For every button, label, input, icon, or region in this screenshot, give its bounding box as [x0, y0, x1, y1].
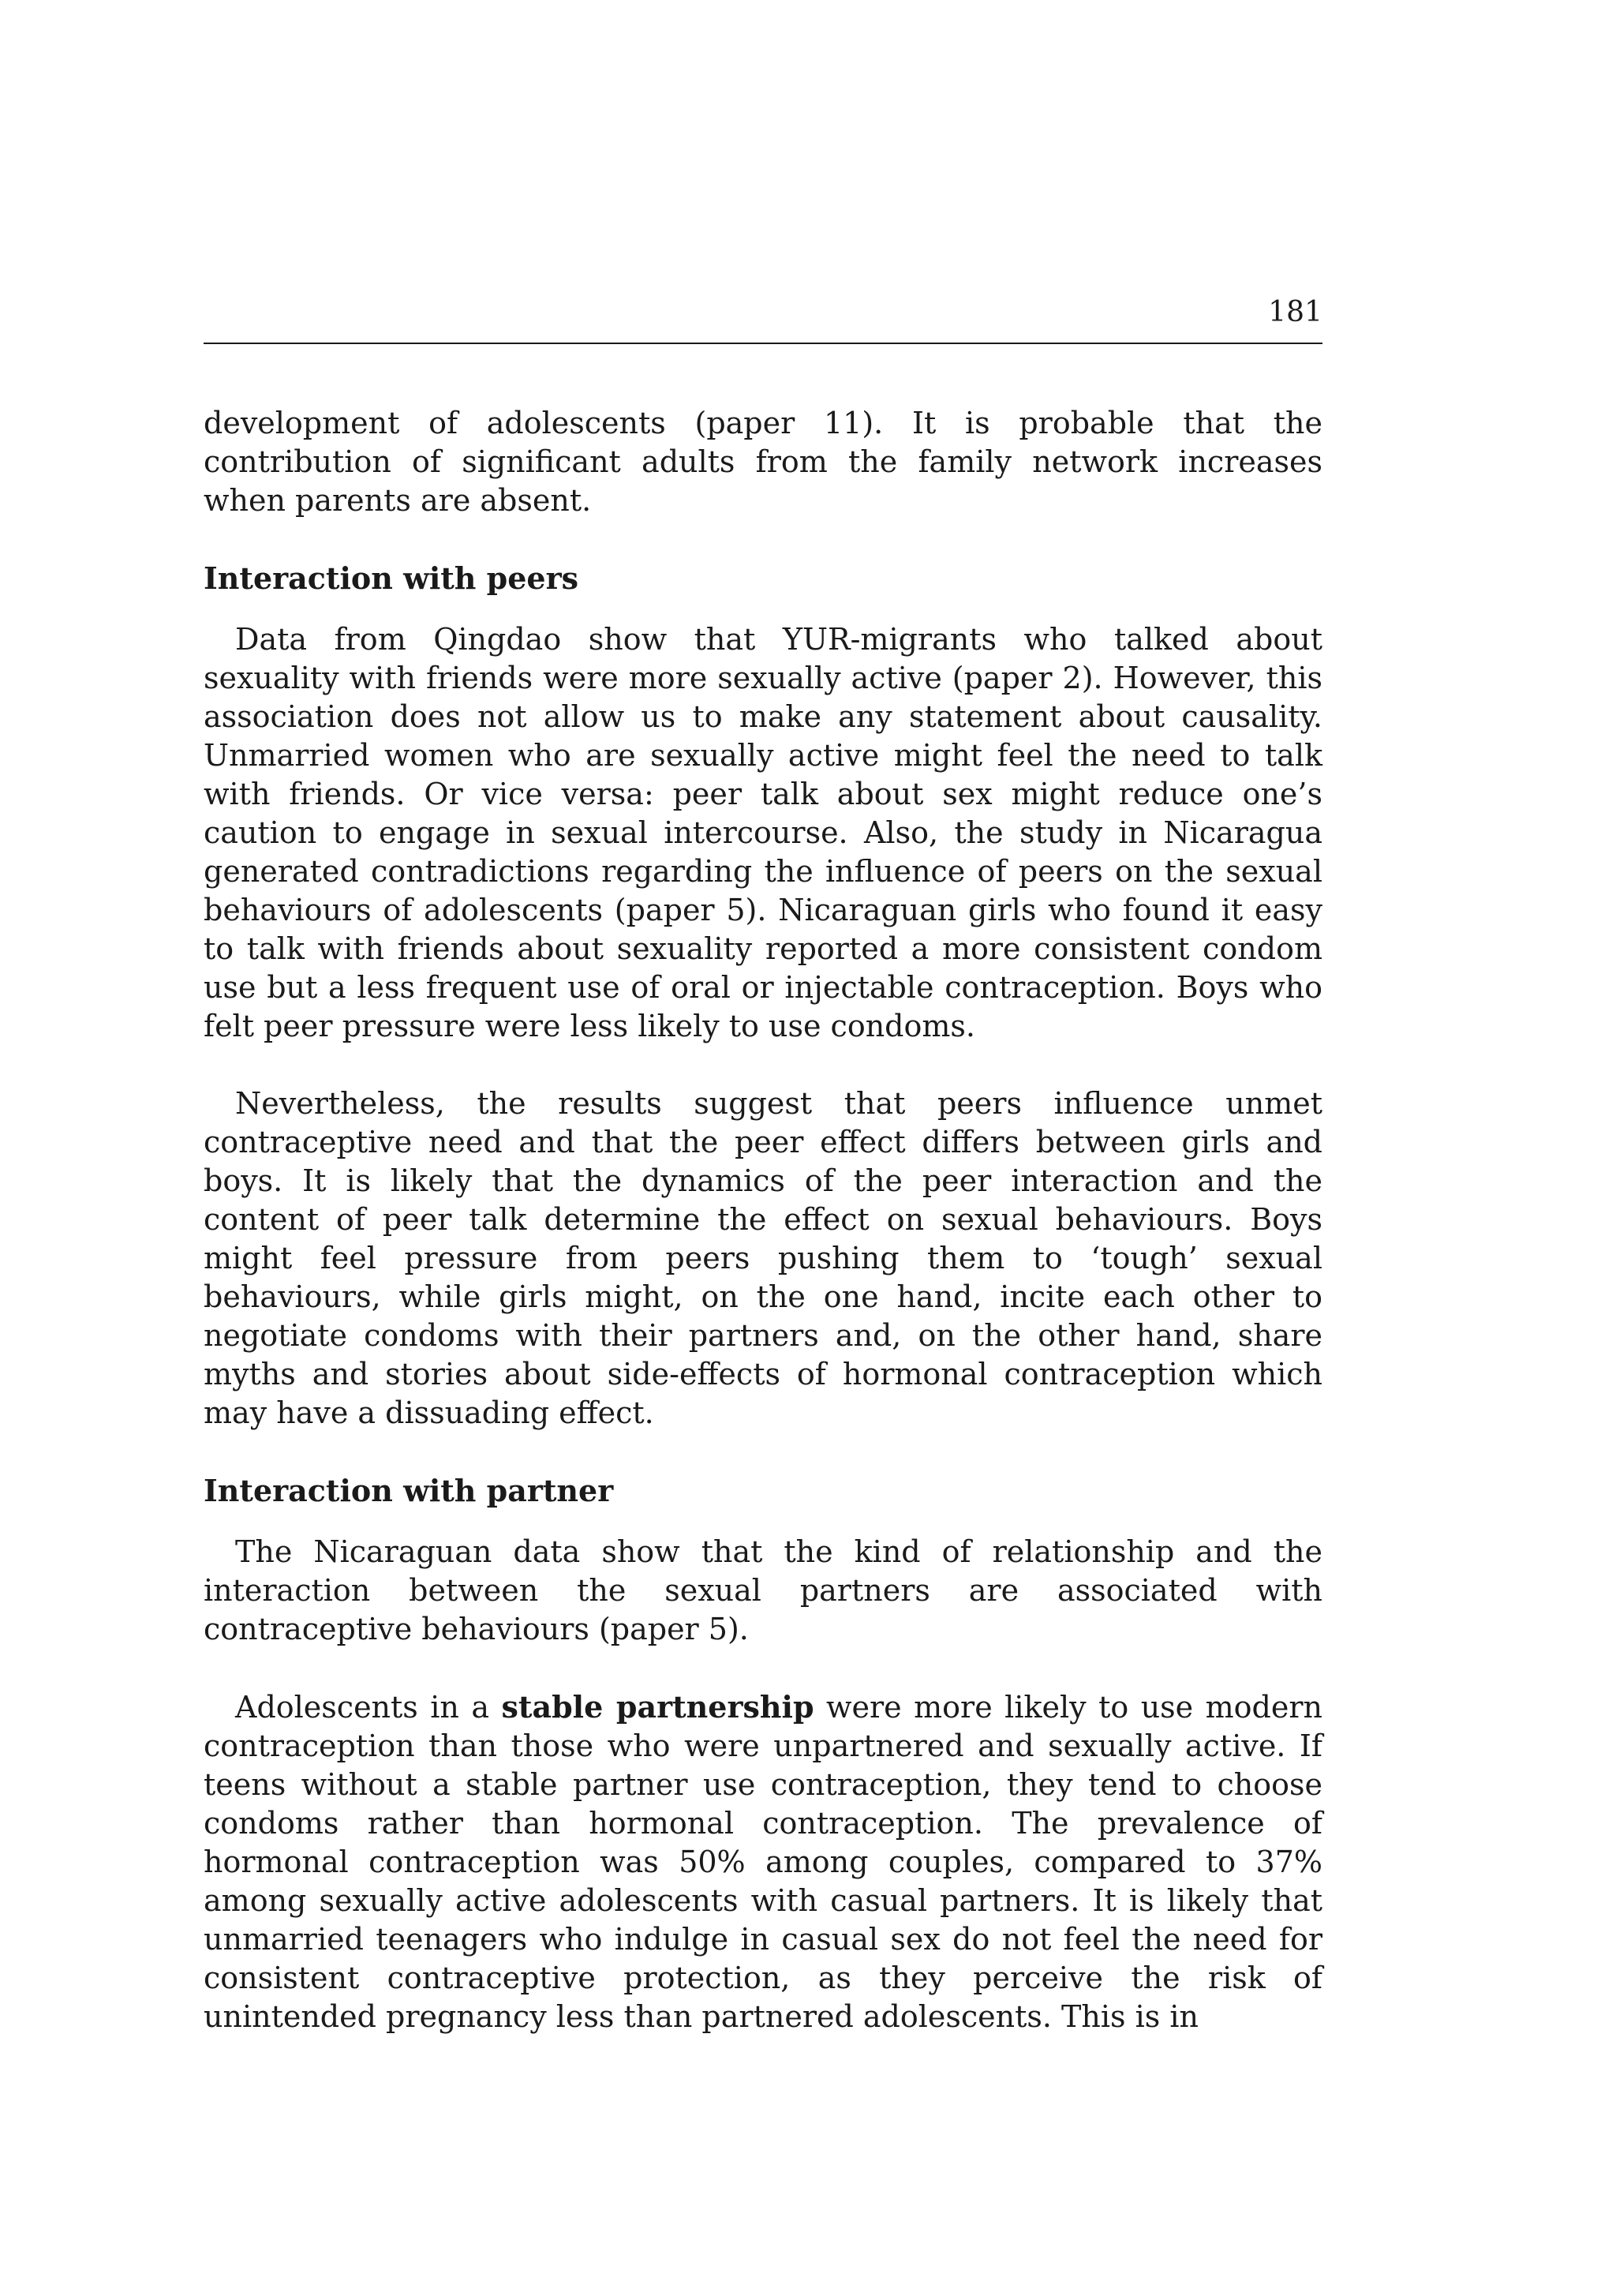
section-heading-peers: Interaction with peers — [204, 560, 578, 596]
paragraph-partner-1: The Nicaraguan data show that the kind of relationship and the interaction between the sexual partners are associated with contraceptive behaviours (paper 5). — [204, 1534, 1322, 1646]
paragraph-partner-2 — [204, 1687, 1322, 2036]
paragraph-partner-2-rest: were more likely to use modern contraception than those who were unpartnered and sexually active. If teens without a stable partner use contraception, they tend to choose condoms rather than hormonal contraception. The prevalence of hormonal contraception was 50% among couples, compared to 37% among sexually active adolescents with casual partners. It is likely that unmarried teenagers who indulge in casual sex do not feel the need for consistent contraceptive protection, as they perceive the risk of unintended pregnancy less than partnered adolescents. This is in — [204, 1690, 1323, 2034]
body-text — [204, 404, 1322, 2036]
header-rule — [204, 343, 1322, 344]
paragraph-peers-2: Nevertheless, the results suggest that peers influence unmet contraceptive need and that the peer effect differs between girls and boys. It is likely that the dynamics of the peer interaction and the content of peer talk determine the effect on sexual behaviours. Boys might feel pressure from peers pushing them to ‘tough’ sexual behaviours, while girls might, on the one hand, incite each other to negotiate condoms with their partners and, on the other hand, share myths and stories about side-effects of hormonal contraception which may have a dissuading effect. — [204, 1086, 1322, 1430]
page-number: 181 — [1268, 296, 1322, 328]
paragraph-partner-2-start: Adolescents in a — [235, 1690, 502, 1725]
paragraph-continuation: development of adolescents (paper 11). It is probable that the contribution of significant adults from the family network increases when parents are absent. — [204, 406, 1322, 518]
emphasis-stable-partnership: stable partnership — [501, 1689, 814, 1725]
paragraph-peers-1: Data from Qingdao show that YUR-migrants who talked about sexuality with friends were more sexually active (paper 2). However, this association does not allow us to make any statement about causality. Unmarried women who are sexually active might feel the need to talk with friends. Or vice versa: peer talk about sex might reduce one’s caution to engage in sexual intercourse. Also, the study in Nicaragua generated contradictions regarding the influence of peers on the sexual behaviours of adolescents (paper 5). Nicaraguan girls who found it easy to talk with friends about sexuality reported a more consistent condom use but a less frequent use of oral or injectable contraception. Boys who felt peer pressure were less likely to use condoms. — [204, 622, 1322, 1043]
section-heading-partner: Interaction with partner — [204, 1473, 614, 1508]
